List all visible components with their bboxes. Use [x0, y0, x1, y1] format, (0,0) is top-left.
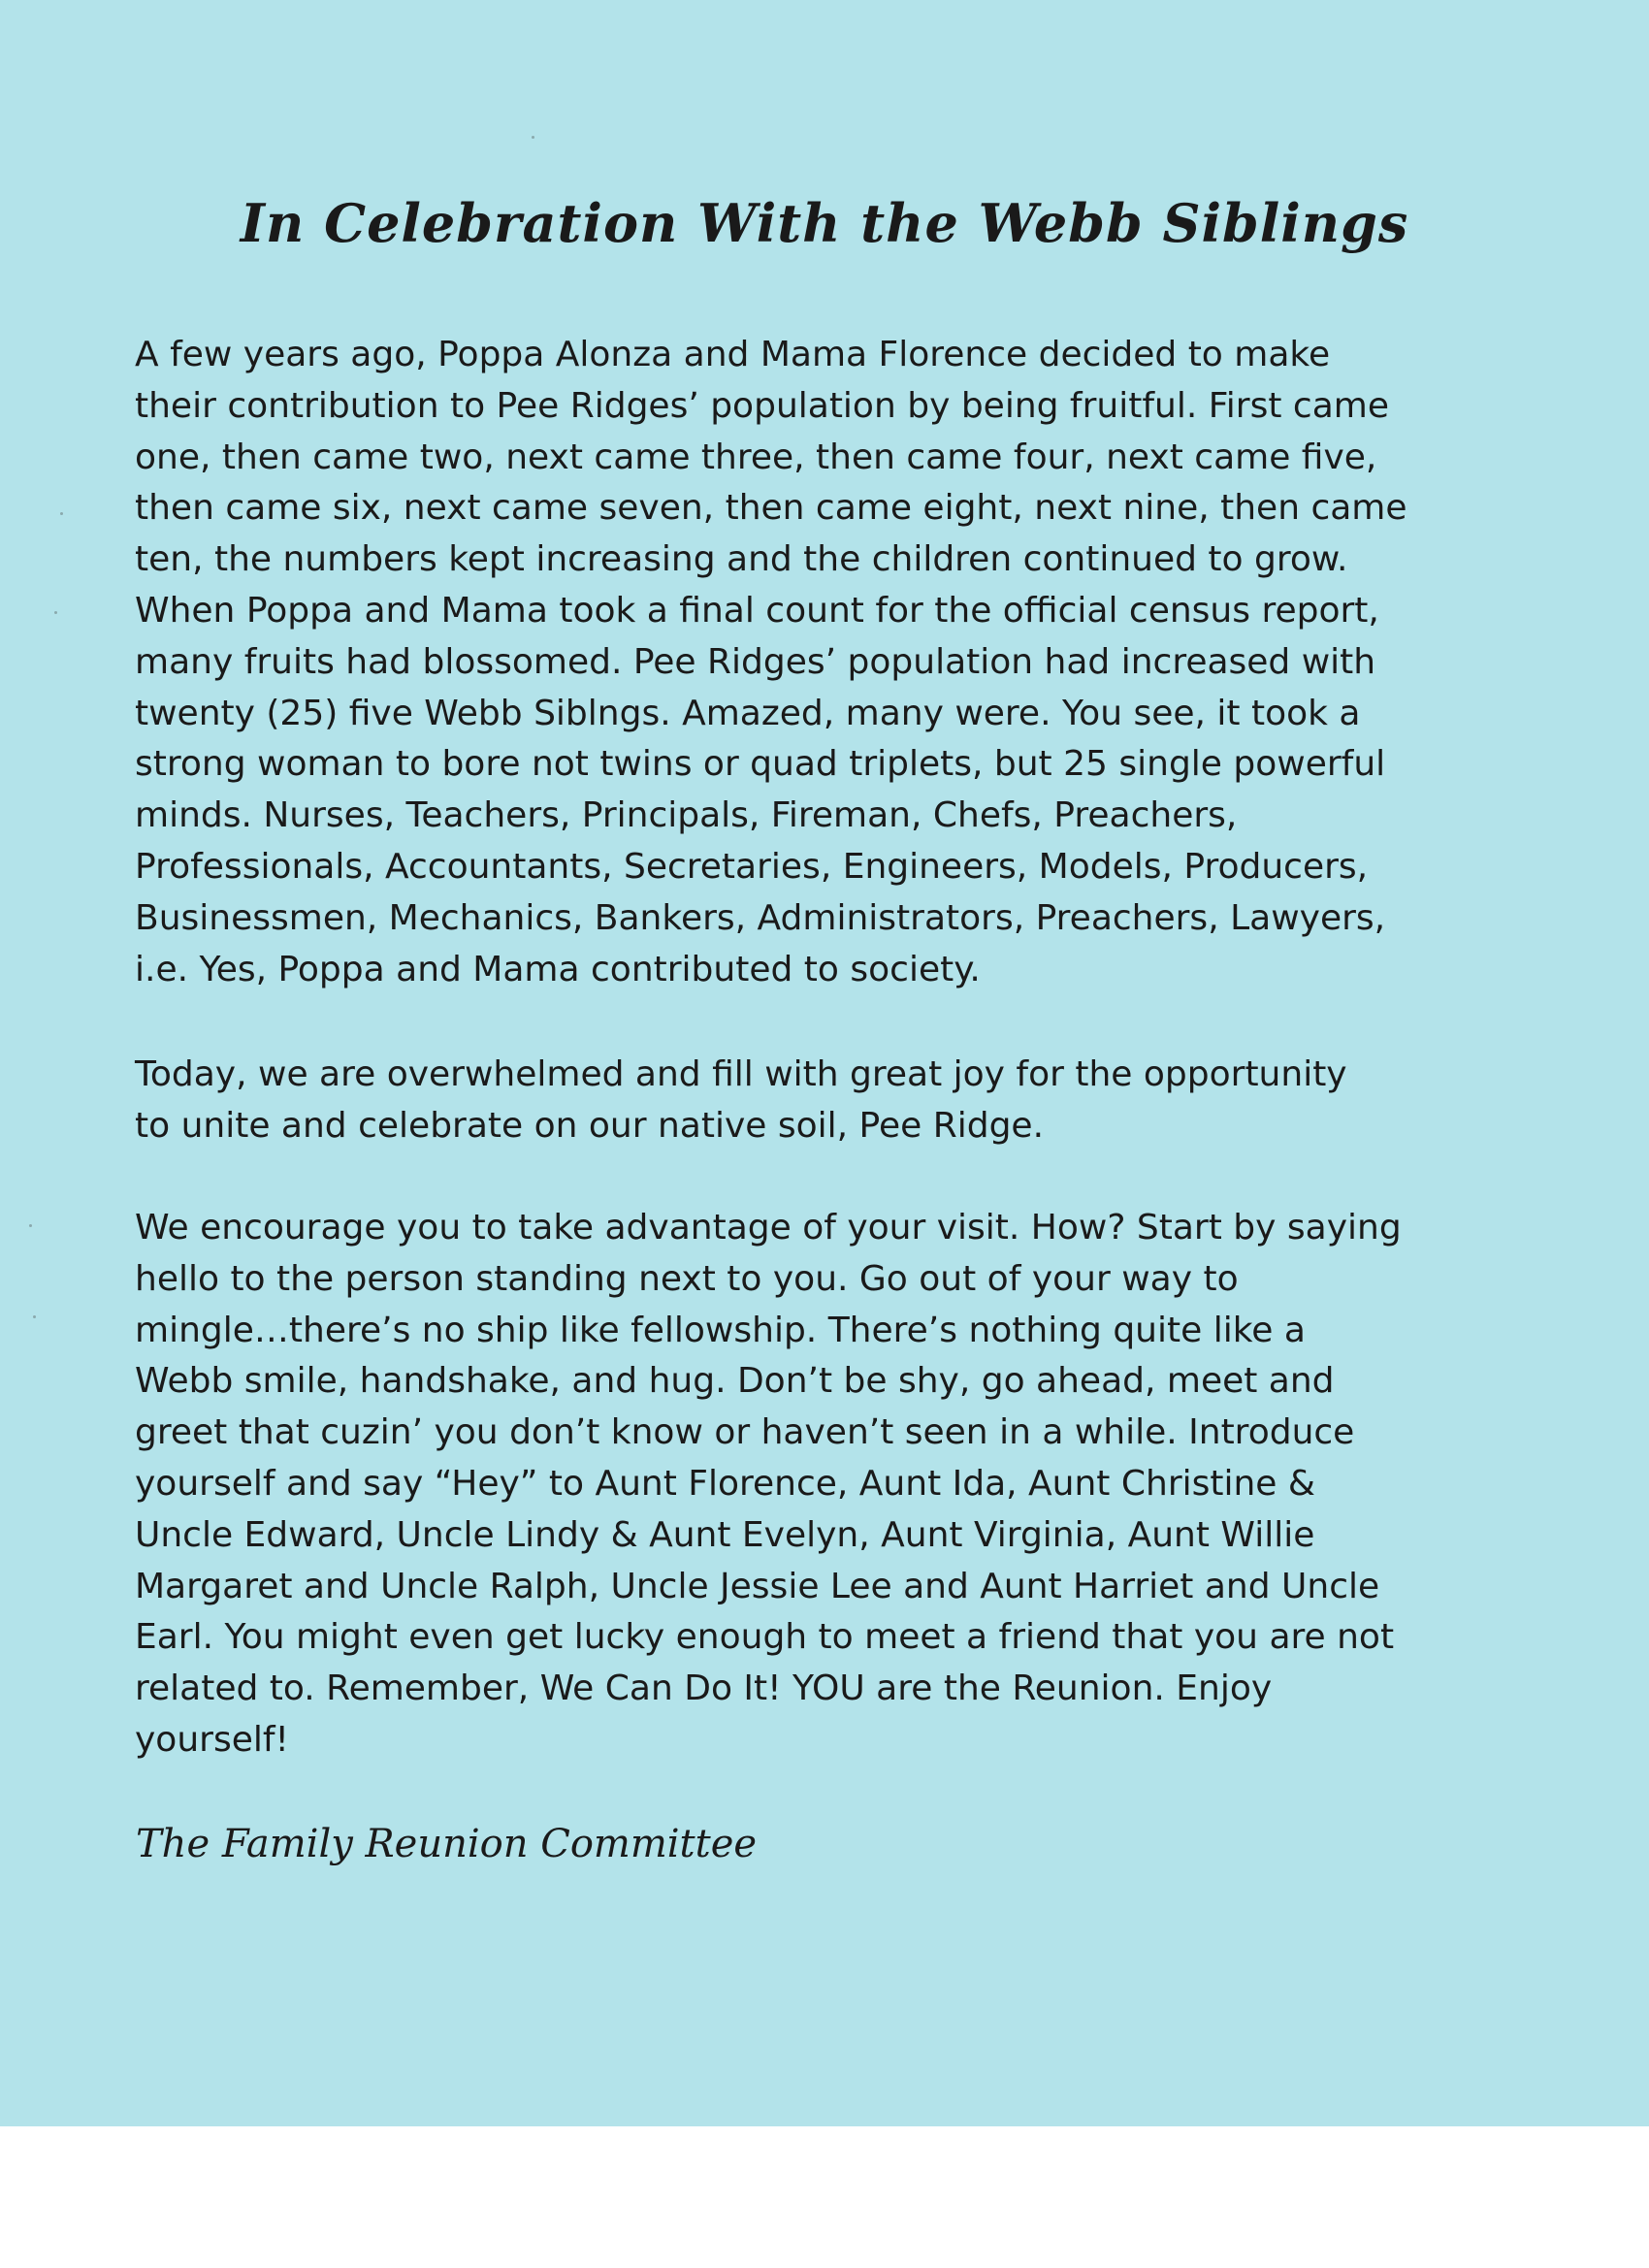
text-line: Uncle Edward, Uncle Lindy & Aunt Evelyn, Aunt Virginia, Aunt Willie — [135, 1514, 1315, 1555]
page-title: In Celebration With the Webb Siblings — [240, 192, 1409, 254]
text-line: Webb smile, handshake, and hug. Don’t be shy, go ahead, meet and — [135, 1361, 1335, 1402]
text-line: then came six, next came seven, then came eight, next nine, then came — [135, 488, 1407, 529]
paper-speck — [54, 611, 57, 614]
text-line: twenty (25) five Webb Siblngs. Amazed, many were. You see, it took a — [135, 693, 1361, 733]
text-line: Earl. You might even get lucky enough to meet a friend that you are not — [135, 1617, 1395, 1658]
paper-speck — [29, 1224, 32, 1227]
text-line: to unite and celebrate on our native soil, Pee Ridge. — [135, 1105, 1045, 1146]
text-line: one, then came two, next came three, then came four, next came five, — [135, 437, 1377, 477]
text-line: hello to the person standing next to you. Go out of your way to — [135, 1258, 1239, 1299]
text-line: ten, the numbers kept increasing and the children continued to grow. — [135, 539, 1348, 580]
text-line: strong woman to bore not twins or quad triplets, but 25 single powerful — [135, 744, 1386, 785]
text-line: Professionals, Accountants, Secretaries, Engineers, Models, Producers, — [135, 846, 1369, 887]
text-line: yourself and say “Hey” to Aunt Florence, Aunt Ida, Aunt Christine & — [135, 1463, 1315, 1504]
paper-speck — [33, 1315, 36, 1318]
paragraph-encouragement — [135, 1203, 1522, 1766]
text-line: their contribution to Pee Ridges’ population by being fruitful. First came — [135, 385, 1389, 426]
paragraph-history — [135, 330, 1522, 995]
signature: The Family Reunion Committee — [136, 1822, 758, 1866]
text-line: Businessmen, Mechanics, Bankers, Administrators, Preachers, Lawyers, — [135, 897, 1386, 938]
paper-speck — [60, 512, 63, 515]
text-line: mingle…there’s no ship like fellowship. There’s nothing quite like a — [135, 1310, 1306, 1350]
text-line: Margaret and Uncle Ralph, Uncle Jessie Lee and Aunt Harriet and Uncle — [135, 1566, 1380, 1606]
text-line: i.e. Yes, Poppa and Mama contributed to society. — [135, 949, 981, 989]
scan-bottom-margin — [0, 2126, 1649, 2268]
text-line: We encourage you to take advantage of your visit. How? Start by saying — [135, 1208, 1402, 1247]
text-line: A few years ago, Poppa Alonza and Mama Florence decided to make — [135, 335, 1331, 374]
text-line: related to. Remember, We Can Do It! YOU are the Reunion. Enjoy — [135, 1669, 1273, 1709]
text-line: Today, we are overwhelmed and fill with great joy for the opportunity — [135, 1054, 1347, 1094]
paper-speck — [532, 136, 534, 139]
text-line: When Poppa and Mama took a final count for the official census report, — [135, 590, 1379, 631]
paragraph-today — [135, 1050, 1522, 1152]
text-line: greet that cuzin’ you don’t know or haven’t seen in a while. Introduce — [135, 1412, 1355, 1453]
text-line: yourself! — [135, 1719, 289, 1760]
text-line: many fruits had blossomed. Pee Ridges’ population had increased with — [135, 641, 1376, 682]
text-line: minds. Nurses, Teachers, Principals, Fireman, Chefs, Preachers, — [135, 795, 1238, 836]
